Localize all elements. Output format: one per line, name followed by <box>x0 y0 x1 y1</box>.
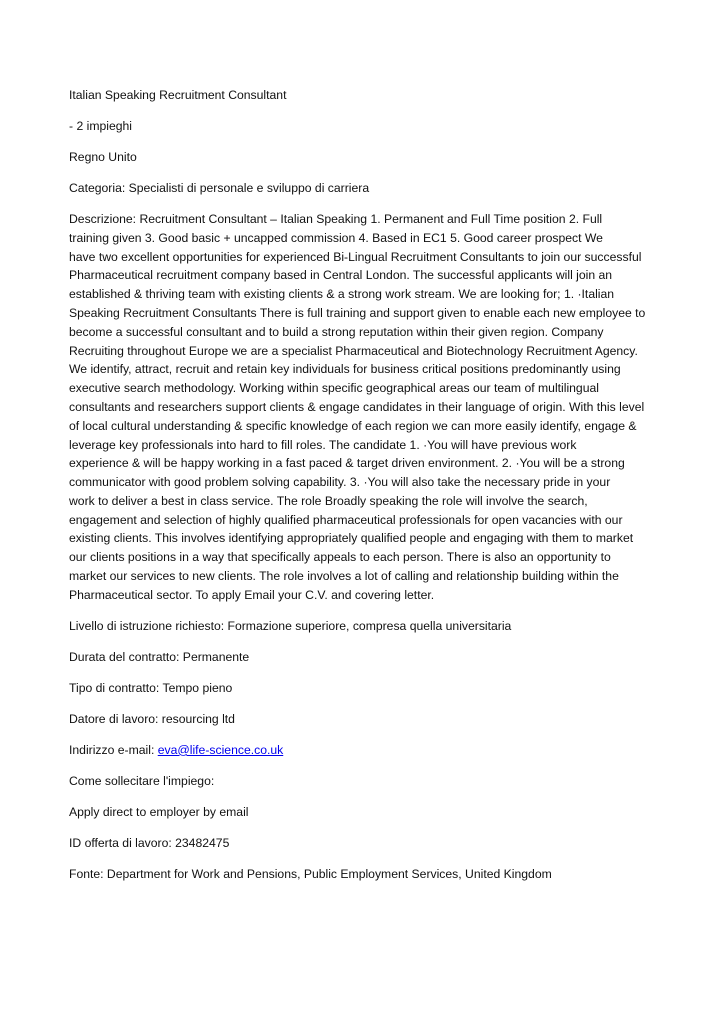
job-id: ID offerta di lavoro: 23482475 <box>69 835 230 850</box>
country: Regno Unito <box>69 149 137 164</box>
description-line: existing clients. This involves identifying appropriately qualified people and engaging with them to market <box>69 531 634 546</box>
description-line: consultants and researchers support clients & engage candidates in their language of origin. With this level <box>69 399 645 414</box>
description-line: engagement and selection of highly qualified pharmaceutical professionals for open vacancies with our <box>69 512 623 527</box>
description-line: Speaking Recruitment Consultants There is full training and support given to enable each new employee to <box>69 305 646 320</box>
description-line: market our services to new clients. The role involves a lot of calling and relationship building within the <box>69 569 619 584</box>
email-link[interactable]: eva@life-science.co.uk <box>157 742 284 757</box>
description-line: have two excellent opportunities for experienced Bi-Lingual Recruitment Consultants to join our successful <box>69 249 642 264</box>
email-label: Indirizzo e-mail: <box>69 742 158 757</box>
description-line: established & thriving team with existing clients & a strong work stream. We are looking for; 1. ·Italian <box>69 287 615 302</box>
description-line: executive search methodology. Working within specific geographical areas our team of multilingual <box>69 381 599 396</box>
job-posting-document <box>69 86 659 896</box>
description-line: We identify, attract, recruit and retain key individuals for business critical positions predominantly using <box>69 362 621 377</box>
contract-type: Tipo di contratto: Tempo pieno <box>69 680 233 695</box>
description-line: become a successful consultant and to build a strong reputation within their given region. Company <box>69 324 604 339</box>
description-line: Pharmaceutical sector. To apply Email your C.V. and covering letter. <box>69 587 435 602</box>
employer: Datore di lavoro: resourcing ltd <box>69 711 235 726</box>
source: Fonte: Department for Work and Pensions, Public Employment Services, United Kingdom <box>69 866 552 881</box>
description-line: work to deliver a best in class service. The role Broadly speaking the role will involve the search, <box>69 493 588 508</box>
description-line: of local cultural understanding & specific knowledge of each region we can more easily identify, engage & <box>69 418 637 433</box>
description-line: communicator with good problem solving capability. 3. ·You will also take the necessary pride in your <box>69 475 611 490</box>
contract-duration: Durata del contratto: Permanente <box>69 649 250 664</box>
description-line: training given 3. Good basic + uncapped commission 4. Based in EC1 5. Good career prospect We <box>69 230 603 245</box>
positions-count: - 2 impieghi <box>69 118 132 133</box>
how-to-apply: Apply direct to employer by email <box>69 804 249 819</box>
description-line: Recruiting throughout Europe we are a specialist Pharmaceutical and Biotechnology Recruitment Agency. <box>69 343 638 358</box>
description-line: our clients positions in a way that specifically appeals to each person. There is also an opportunity to <box>69 550 611 565</box>
email-row <box>69 741 659 760</box>
description-line: Pharmaceutical recruitment company based in Central London. The successful applicants will join an <box>69 268 613 283</box>
education-level: Livello di istruzione richiesto: Formazione superiore, compresa quella universitaria <box>69 618 512 633</box>
description-line: experience & will be happy working in a fast paced & target driven environment. 2. ·You will be a strong <box>69 456 625 471</box>
job-title: Italian Speaking Recruitment Consultant <box>69 88 287 102</box>
category: Categoria: Specialisti di personale e sviluppo di carriera <box>69 180 370 195</box>
description-line: leverage key professionals into hard to fill roles. The candidate 1. ·You will have previous work <box>69 437 577 452</box>
description-line: Descrizione: Recruitment Consultant – Italian Speaking 1. Permanent and Full Time position 2. Full <box>69 211 603 226</box>
how-to-apply-label: Come sollecitare l'impiego: <box>69 773 215 788</box>
job-description <box>69 210 659 605</box>
